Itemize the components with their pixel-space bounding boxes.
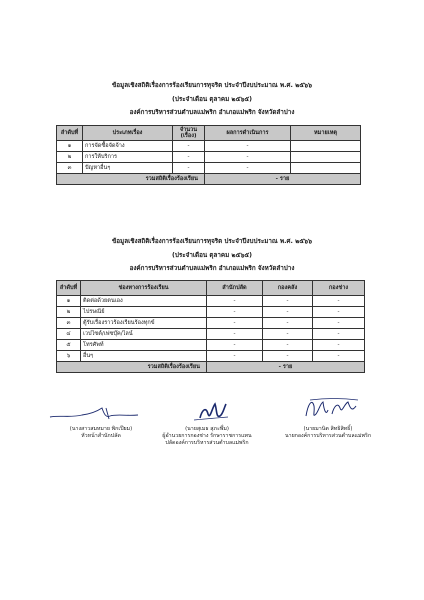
row-count: - — [173, 163, 205, 174]
signer-position: หัวหน้าสำนักปลัด — [81, 433, 121, 439]
row-finance: - — [263, 318, 313, 329]
row-note — [291, 163, 361, 174]
row-office: - — [207, 318, 263, 329]
row-office: - — [207, 340, 263, 351]
row-count: - — [173, 141, 205, 152]
row-finance: - — [263, 296, 313, 307]
row-no: ๑ — [57, 296, 81, 307]
row-note — [291, 141, 361, 152]
report2-period: (ประจำเดือน ตุลาคม ๒๕๖๕) — [172, 252, 252, 259]
col-header: ลำดับที่ — [57, 281, 81, 296]
table-row — [57, 318, 365, 329]
row-office: - — [207, 329, 263, 340]
report1-total-row — [57, 174, 361, 185]
report1-table — [56, 125, 361, 185]
total-value: - ราย — [205, 174, 361, 185]
col-header: ลำดับที่ — [57, 126, 83, 141]
table-row — [57, 307, 365, 318]
row-channel: ติดต่อด้วยตนเอง — [81, 296, 207, 307]
row-no: ๓ — [57, 318, 81, 329]
col-header: หมายเหตุ — [291, 126, 361, 141]
total-value: - ราย — [207, 362, 365, 373]
row-engineering: - — [313, 296, 365, 307]
table-row — [57, 340, 365, 351]
row-office: - — [207, 296, 263, 307]
signer-position: ผู้อำนวยการกองช่าง รักษาราชการแทน — [162, 433, 252, 439]
row-count: - — [173, 152, 205, 163]
row-no: ๓ — [57, 163, 83, 174]
row-channel: เวปไซต์/เฟซบุ๊ค/ไลน์ — [81, 329, 207, 340]
col-header: ผลการดำเนินการ — [205, 126, 291, 141]
row-finance: - — [263, 340, 313, 351]
row-office: - — [207, 351, 263, 362]
report1-period: (ประจำเดือน ตุลาคม ๒๕๖๕) — [172, 96, 252, 103]
handwritten-signature-1 — [46, 400, 156, 426]
report1-title: ข้อมูลเชิงสถิติเรื่องการร้องเรียนการทุจริต ประจำปีงบประมาณ พ.ศ. ๒๕๖๖ — [111, 82, 313, 89]
row-no: ๕ — [57, 340, 81, 351]
table-row — [57, 351, 365, 362]
handwritten-signature-2 — [144, 398, 270, 426]
row-channel: ไปรษณีย์ — [81, 307, 207, 318]
row-engineering: - — [313, 318, 365, 329]
row-finance: - — [263, 351, 313, 362]
row-engineering: - — [313, 340, 365, 351]
row-finance: - — [263, 307, 313, 318]
row-office: - — [207, 307, 263, 318]
row-no: ๔ — [57, 329, 81, 340]
report2-header-row — [57, 281, 365, 296]
report1-header-row — [57, 126, 361, 141]
col-header: กองคลัง — [263, 281, 313, 296]
row-finance: - — [263, 329, 313, 340]
col-header: จำนวน (เรื่อง) — [173, 126, 205, 141]
signer-name: (นายสุเมธ สุภะพึ่ม) — [185, 426, 229, 432]
row-engineering: - — [313, 351, 365, 362]
row-channel: อื่นๆ — [81, 351, 207, 362]
row-type: การให้บริการ — [83, 152, 173, 163]
row-engineering: - — [313, 329, 365, 340]
signature-block-2 — [144, 398, 270, 447]
col-header: สำนักปลัด — [207, 281, 263, 296]
signer-position: นายกองค์การบริหารส่วนตำบลแม่พริก — [284, 433, 372, 439]
row-result: - — [205, 152, 291, 163]
row-channel: ตู้รับเรื่องราวร้องเรียนร้องทุกข์ — [81, 318, 207, 329]
row-no: ๒ — [57, 307, 81, 318]
report2-title: ข้อมูลเชิงสถิติเรื่องการร้องเรียนการทุจริต ประจำปีงบประมาณ พ.ศ. ๒๕๖๖ — [111, 238, 313, 245]
row-no: ๒ — [57, 152, 83, 163]
total-label: รวมสถิติเรื่องร้องเรียน — [57, 362, 207, 373]
signature-block-1 — [46, 400, 156, 440]
row-type: ปัญหาอื่นๆ — [83, 163, 173, 174]
row-result: - — [205, 163, 291, 174]
row-engineering: - — [313, 307, 365, 318]
col-header: กองช่าง — [313, 281, 365, 296]
table-row — [57, 296, 365, 307]
report2-table — [56, 280, 365, 373]
row-type: การจัดซื้อจัดจ้าง — [83, 141, 173, 152]
total-label: รวมสถิติเรื่องร้องเรียน — [57, 174, 205, 185]
signer-name: (นายมานิต สิทธิสิทธิ์) — [303, 426, 353, 432]
table-row — [57, 152, 361, 163]
handwritten-signature-3 — [266, 392, 390, 426]
report2-total-row — [57, 362, 365, 373]
col-header: ช่องทางการร้องเรียน — [81, 281, 207, 296]
row-result: - — [205, 141, 291, 152]
row-channel: โทรศัพท์ — [81, 340, 207, 351]
col-header: ประเภทเรื่อง — [83, 126, 173, 141]
row-no: ๑ — [57, 141, 83, 152]
row-note — [291, 152, 361, 163]
report2-org: องค์การบริหารส่วนตำบลแม่พริก อำเภอแม่พริก จังหวัดลำปาง — [129, 265, 295, 272]
table-row — [57, 329, 365, 340]
signer-name: (นางสาวสมหมาย พิกเปียม) — [69, 426, 133, 432]
table-row — [57, 163, 361, 174]
table-row — [57, 141, 361, 152]
signature-block-3 — [266, 392, 390, 440]
report1-org: องค์การบริหารส่วนตำบลแม่พริก อำเภอแม่พริก จังหวัดลำปาง — [129, 109, 295, 116]
signer-position-2: ปลัดองค์การบริหารส่วนตำบลแม่พริก — [165, 440, 249, 446]
row-no: ๖ — [57, 351, 81, 362]
